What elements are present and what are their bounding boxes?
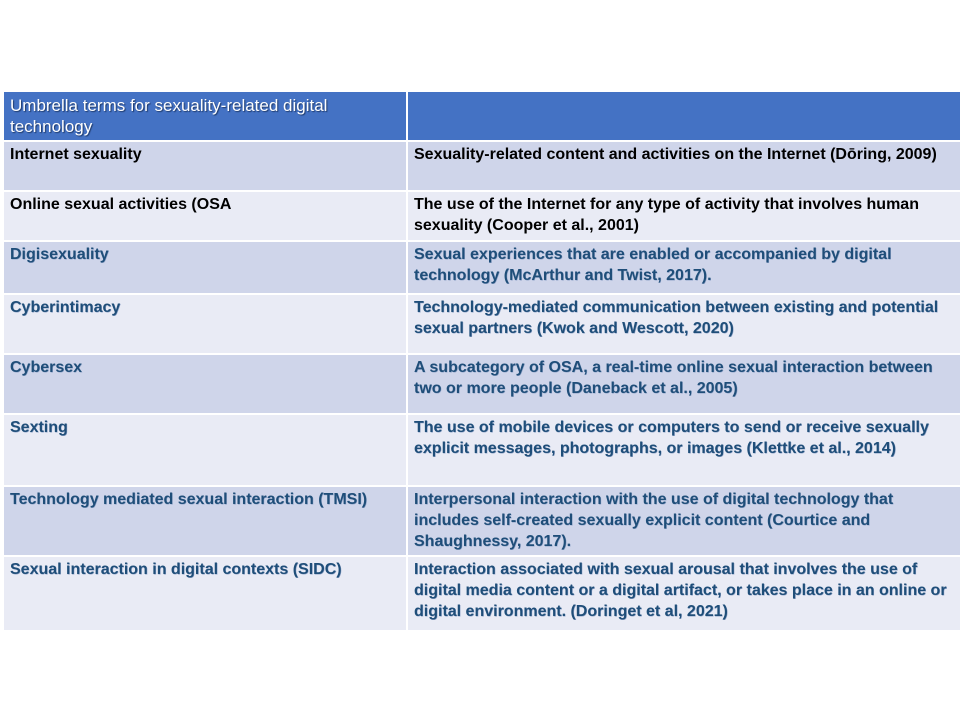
table-row — [3, 354, 960, 414]
term-cell: Sexting — [3, 414, 407, 486]
definition-cell: Interpersonal interaction with the use of digital technology that includes self-created sexually explicit content (Courtice and Shaughnessy, 2017). — [407, 486, 960, 556]
term-cell: Internet sexuality — [3, 141, 407, 191]
definition-cell: Sexual experiences that are enabled or accompanied by digital technology (McArthur and Twist, 2017). — [407, 241, 960, 294]
header-cell-terms: Umbrella terms for sexuality-related digital technology — [3, 91, 407, 141]
term-cell: Digisexuality — [3, 241, 407, 294]
table-row — [3, 141, 960, 191]
table-row — [3, 294, 960, 354]
table-header-row — [3, 91, 960, 141]
definition-cell: The use of mobile devices or computers to send or receive sexually explicit messages, photographs, or images (Klettke et al., 2014) — [407, 414, 960, 486]
definition-cell: Sexuality-related content and activities on the Internet (Dōring, 2009) — [407, 141, 960, 191]
term-cell: Cybersex — [3, 354, 407, 414]
definition-cell: Interaction associated with sexual arousal that involves the use of digital media content or a digital artifact, or takes place in an online or digital environment. (Doringet et al, 2021) — [407, 556, 960, 631]
terms-table — [2, 90, 960, 632]
table-row — [3, 241, 960, 294]
table-row — [3, 486, 960, 556]
term-cell: Sexual interaction in digital contexts (SIDC) — [3, 556, 407, 631]
table-row — [3, 191, 960, 241]
definition-cell: A subcategory of OSA, a real-time online sexual interaction between two or more people (Daneback et al., 2005) — [407, 354, 960, 414]
table-row — [3, 414, 960, 486]
term-cell: Cyberintimacy — [3, 294, 407, 354]
header-cell-blank — [407, 91, 960, 141]
definition-cell: The use of the Internet for any type of activity that involves human sexuality (Cooper et al., 2001) — [407, 191, 960, 241]
table-row — [3, 556, 960, 631]
term-cell: Online sexual activities (OSA — [3, 191, 407, 241]
term-cell: Technology mediated sexual interaction (TMSI) — [3, 486, 407, 556]
definition-cell: Technology-mediated communication between existing and potential sexual partners (Kwok and Wescott, 2020) — [407, 294, 960, 354]
